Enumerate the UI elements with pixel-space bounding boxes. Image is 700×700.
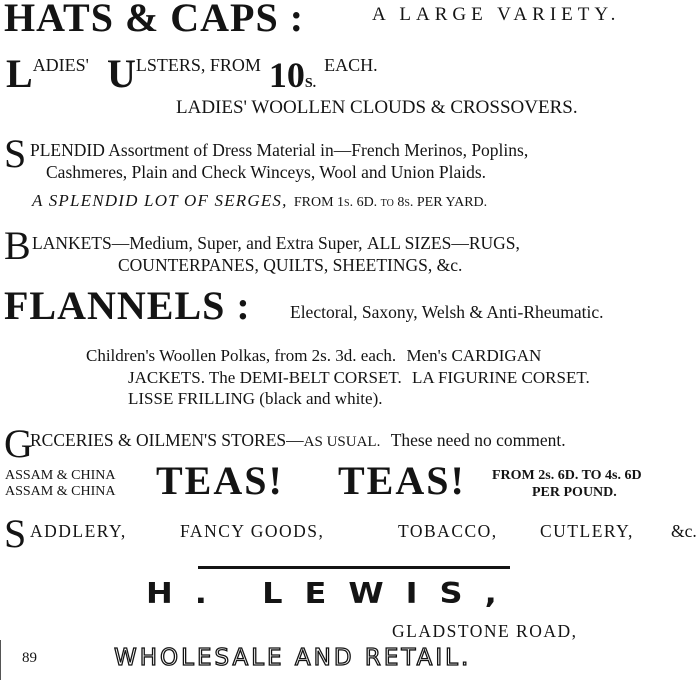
ladies-word: ADIES' (32, 55, 89, 75)
divider-rule (198, 566, 510, 569)
address: GLADSTONE ROAD, (392, 621, 578, 641)
flannels-colon: : (236, 283, 251, 328)
no-comment: These need no comment. (390, 430, 566, 450)
hats-colon: : (289, 0, 305, 40)
merchant-name: H. LEWIS, (146, 576, 519, 611)
jackets-the: JACKETS. The (128, 368, 236, 387)
mens-cardigan: Men's CARDIGAN (406, 346, 542, 365)
large-variety: A LARGE VARIETY. (372, 4, 621, 25)
woollen-clouds-line: LADIES' WOOLLEN CLOUDS & CROSSOVERS. (176, 97, 578, 118)
teas-word-2: TEAS (338, 458, 451, 503)
serges-italic: A SPLENDID LOT OF SERGES, (32, 191, 288, 210)
price-unit: S. (304, 76, 317, 91)
serges-price: FROM 1s. 6D. to 8s. PER YARD. (293, 195, 488, 210)
saddlery-word: ADDLERY, (30, 521, 127, 541)
teas-excl-2: ! (450, 458, 466, 503)
splendid-line1: PLENDID Assortment of Dress Material in—French Merinos, Poplins, (30, 140, 529, 160)
saddlery-dropcap: S (4, 511, 27, 556)
blankets-line1 (32, 233, 520, 254)
flannels-heading (4, 282, 251, 329)
demi-belt-corset: DEMI-BELT CORSET. (239, 368, 402, 387)
page-number: 89 (22, 650, 37, 666)
assam-china-2: ASSAM & CHINA (5, 484, 116, 499)
children-line1 (86, 346, 541, 366)
per-pound: PER POUND. (532, 485, 617, 500)
each-word: EACH. (324, 55, 378, 75)
flannels-text: FLANNELS (4, 283, 226, 328)
u-dropcap: U (106, 51, 136, 96)
all-sizes: ALL SIZES (366, 233, 452, 253)
hats-caps-heading (4, 0, 304, 41)
splendid-dropcap: S (4, 131, 27, 176)
blankets-dropcap: B (4, 223, 31, 268)
teas-heading-2 (338, 457, 466, 504)
blankets-text: LANKETS—Medium, Super, and Extra Super, (32, 233, 363, 253)
tobacco: TOBACCO, (398, 521, 498, 541)
grocery-dropcap: G (4, 421, 33, 466)
l-dropcap: L (6, 51, 33, 96)
assam-china-1: ASSAM & CHINA (5, 468, 116, 483)
blankets-line2: COUNTERPANES, QUILTS, SHEETINGS, &c. (118, 255, 463, 275)
teas-heading-1 (156, 457, 284, 504)
wholesale-retail: WHOLESALE AND RETAIL. (114, 645, 472, 671)
children-polkas: Children's Woollen Polkas, from 2s. 3d. each. (86, 346, 397, 365)
fancy-goods: FANCY GOODS, (180, 521, 325, 541)
lisse-frilling: LISSE FRILLING (128, 389, 256, 408)
ladies-ulsters-line (6, 50, 378, 97)
splendid-line2: Cashmeres, Plain and Check Winceys, Wool and Union Plaids. (46, 162, 487, 182)
teas-word-1: TEAS (156, 458, 269, 503)
grocery-line (30, 430, 566, 451)
serges-line (32, 191, 487, 211)
grocery-stores: RCCERIES & OILMEN'S STORES— (30, 430, 304, 450)
ulsters-from: LSTERS, FROM (135, 55, 261, 75)
price-ten: 10 (268, 55, 305, 95)
as-usual: AS USUAL. (303, 434, 381, 450)
children-line2 (128, 368, 590, 388)
black-and-white: (black and white). (259, 389, 383, 408)
etc: &c. (671, 521, 697, 541)
teas-price: FROM 2s. 6D. TO 4s. 6D (492, 468, 642, 483)
la-figurine-corset: LA FIGURINE CORSET. (412, 368, 590, 387)
cutlery: CUTLERY, (540, 521, 634, 541)
rugs-word: —RUGS, (451, 233, 520, 253)
hats-caps-text: HATS & CAPS (4, 0, 279, 40)
teas-excl-1: ! (268, 458, 284, 503)
left-margin-mark (0, 640, 1, 680)
children-line3 (128, 389, 382, 409)
flannels-desc: Electoral, Saxony, Welsh & Anti-Rheumatic. (290, 302, 604, 322)
